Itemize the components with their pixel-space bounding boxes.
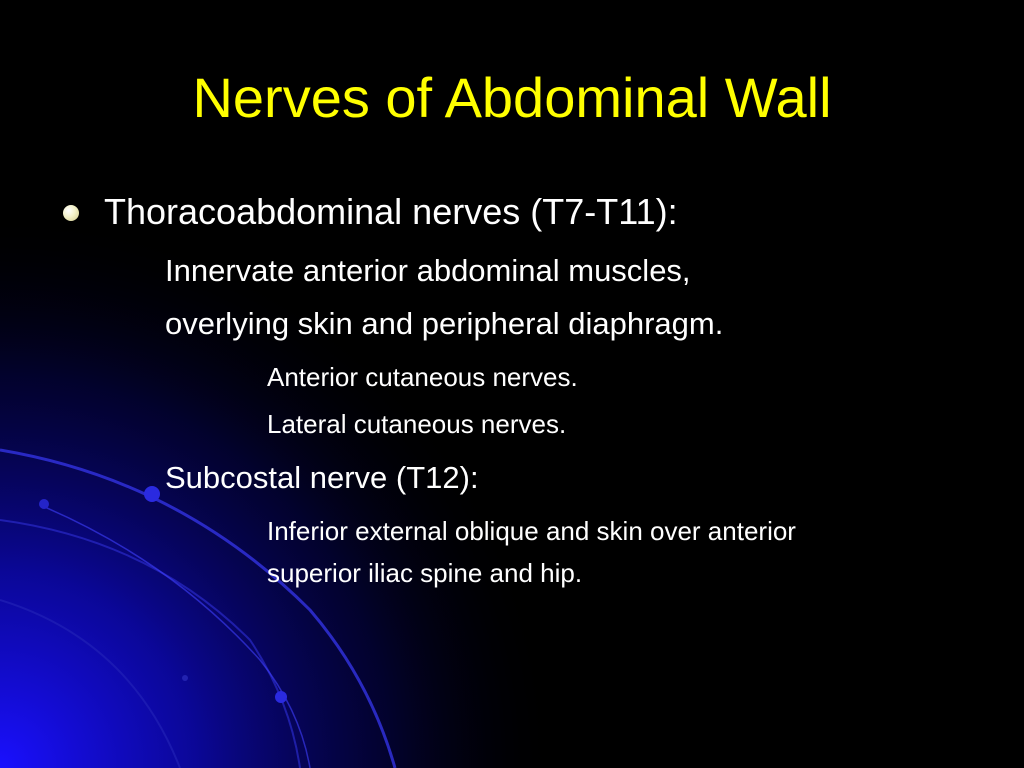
- inferior-text-line-2: superior iliac spine and hip.: [267, 558, 583, 588]
- anterior-cutaneous-nerves: Anterior cutaneous nerves.: [267, 362, 578, 392]
- bullet-thoracoabdominal-nerves: Thoracoabdominal nerves (T7-T11):: [104, 191, 678, 232]
- inferior-text-line-1: Inferior external oblique and skin over anterior: [267, 516, 796, 546]
- innervate-text-line-1: Innervate anterior abdominal muscles,: [165, 253, 691, 288]
- innervate-text-line-2: overlying skin and peripheral diaphragm.: [165, 306, 724, 341]
- bullet-icon: [63, 205, 79, 221]
- lateral-cutaneous-nerves: Lateral cutaneous nerves.: [267, 409, 567, 439]
- slide-title: Nerves of Abdominal Wall: [192, 66, 832, 129]
- subcostal-nerve-heading: Subcostal nerve (T12):: [165, 460, 479, 495]
